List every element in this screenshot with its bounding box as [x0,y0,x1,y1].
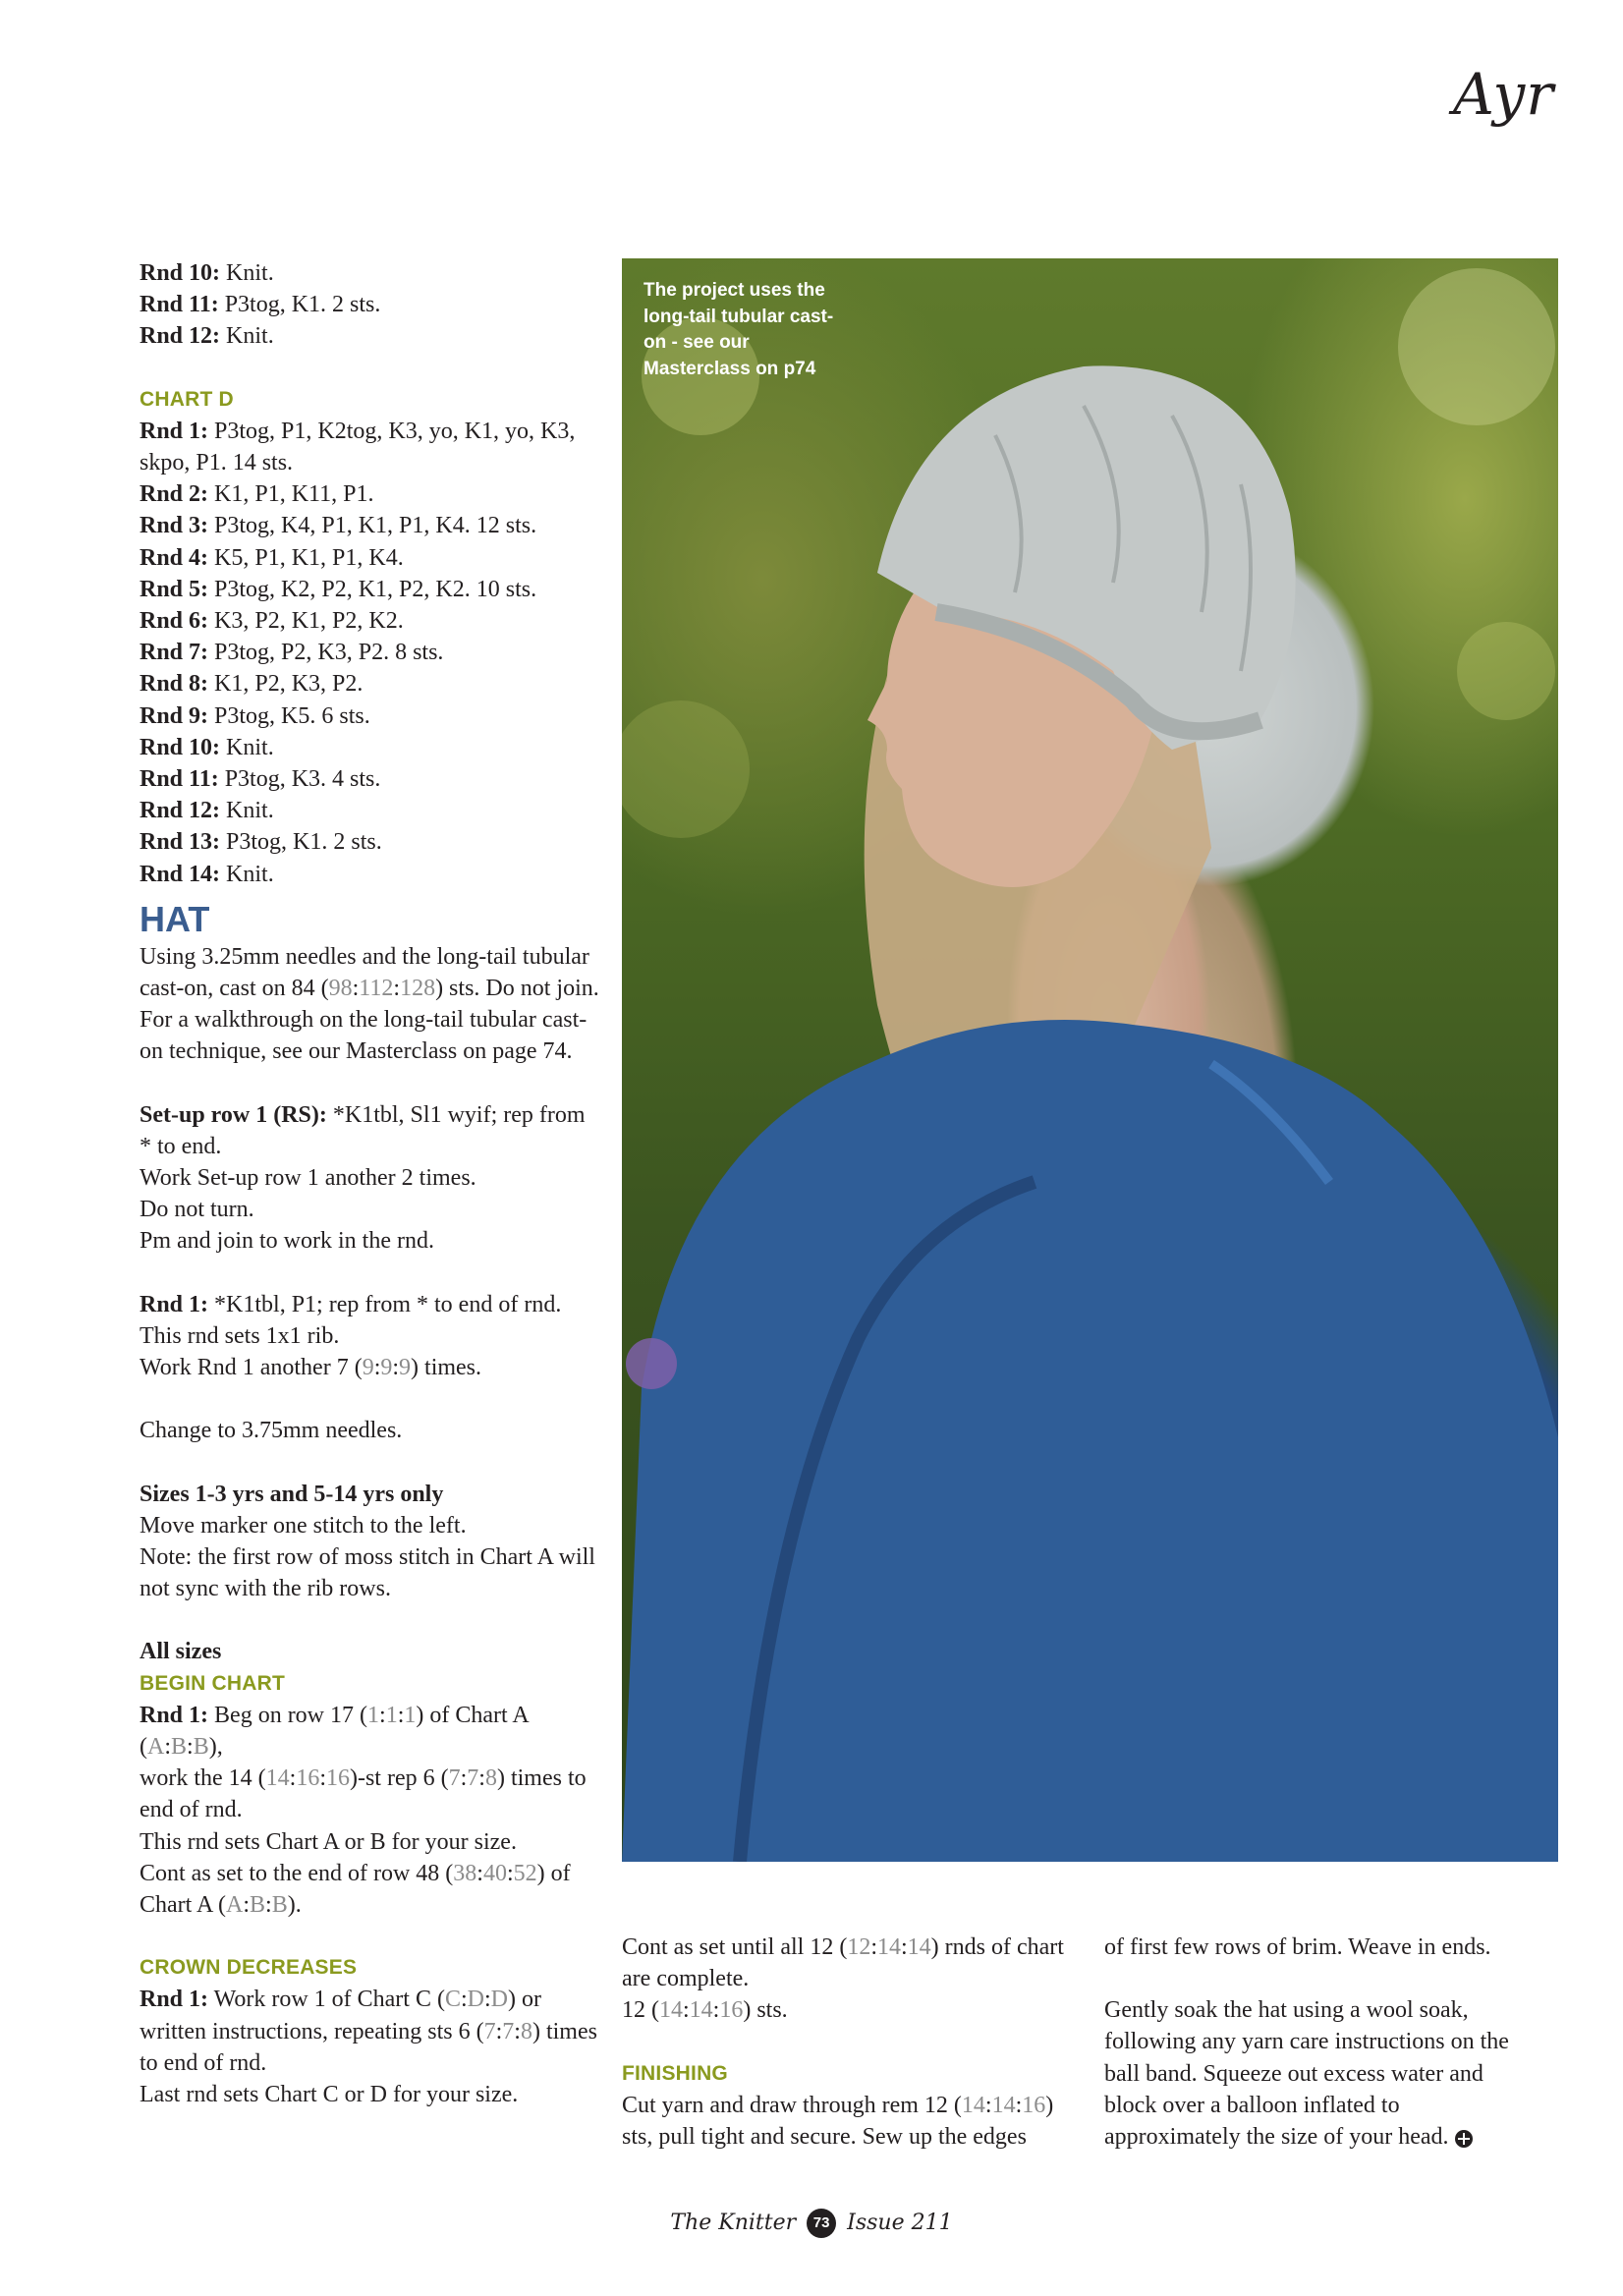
paragraph: Using 3.25mm needles and the long-tail tubular cast-on, cast on 84 (98:112:128) sts. Do not join. [140,943,599,1002]
middle-column [622,1932,1074,2153]
paragraph: Move marker one stitch to the left. [140,1512,467,1539]
crown-decreases-heading: CROWN DECREASES [140,1956,358,1980]
right-column [1104,1932,1527,2153]
pattern-row: Rnd 1: *K1tbl, P1; rep from * to end of rnd. [140,1291,562,1317]
page-footer [0,2209,1623,2238]
pattern-row: Rnd 1: Work row 1 of Chart C (C:D:D) or written instructions, repeating sts 6 (7:7:8) times to end of rnd. [140,1987,597,2076]
pattern-row: Rnd 9: P3tog, K5. 6 sts. [140,702,370,729]
hat-heading: HAT [140,898,210,939]
pattern-row: Rnd 11: P3tog, K1. 2 sts. [140,292,381,318]
pattern-row: Rnd 2: K1, P1, K11, P1. [140,481,374,508]
paragraph: of first few rows of brim. Weave in ends. [1104,1934,1491,1960]
paragraph: This rnd sets Chart A or B for your size. [140,1828,517,1855]
pattern-row: Set-up row 1 (RS): *K1tbl, Sl1 wyif; rep from * to end. [140,1101,586,1159]
page-number: 73 [807,2209,836,2238]
pattern-row: Rnd 1: P3tog, P1, K2tog, K3, yo, K1, yo, K3, skpo, P1. 14 sts. [140,418,576,476]
paragraph: For a walkthrough on the long-tail tubular cast-on technique, see our Masterclass on page 74. [140,1007,588,1065]
pattern-row: Rnd 5: P3tog, K2, P2, K1, P2, K2. 10 sts. [140,576,537,602]
magazine-name: The Knitter [670,2211,797,2235]
photo-caption: The project uses the long-tail tubular cast-on - see our Masterclass on p74 [644,280,834,379]
pattern-row: Rnd 10: Knit. [140,260,274,286]
paragraph: Pm and join to work in the rnd. [140,1228,434,1255]
finishing-heading: FINISHING [622,2061,728,2085]
chart-d-heading: CHART D [140,387,234,411]
pattern-row: Rnd 10: Knit. [140,734,274,760]
all-sizes-heading: All sizes [140,1639,222,1665]
photo-illustration [622,258,1558,1862]
left-column [140,257,601,2110]
begin-chart-heading: BEGIN CHART [140,1671,286,1695]
running-title: Ayr [1452,61,1554,128]
issue-number: Issue 211 [847,2211,953,2235]
paragraph: Gently soak the hat using a wool soak, following any yarn care instructions on the ball band. Squeeze out excess water and block over a balloon inflated to approximately the size of your head. [1104,1997,1509,2151]
paragraph: Last rnd sets Chart C or D for your size. [140,2081,519,2107]
paragraph: This rnd sets 1x1 rib. [140,1322,340,1349]
pattern-row: Rnd 12: Knit. [140,798,274,824]
paragraph: work the 14 (14:16:16)-st rep 6 (7:7:8) times to end of rnd. [140,1765,587,1823]
pattern-row: Rnd 12: Knit. [140,323,274,350]
pattern-row: Rnd 11: P3tog, K3. 4 sts. [140,766,381,793]
hat-photo [622,258,1558,1862]
pattern-row: Rnd 7: P3tog, P2, K3, P2. 8 sts. [140,640,444,666]
pattern-row: Rnd 14: Knit. [140,861,274,887]
sizes-heading: Sizes 1-3 yrs and 5-14 yrs only [140,1481,444,1507]
paragraph: Cont as set to the end of row 48 (38:40:52) of Chart A (A:B:B). [140,1860,571,1918]
paragraph: 12 (14:14:16) sts. [622,1997,788,2024]
end-mark-icon [1455,2130,1473,2148]
paragraph: Work Rnd 1 another 7 (9:9:9) times. [140,1355,482,1381]
pattern-row: Rnd 1: Beg on row 17 (1:1:1) of Chart A (A:B:B), [140,1702,529,1760]
pattern-row: Rnd 3: P3tog, K4, P1, K1, P1, K4. 12 sts. [140,513,537,539]
paragraph: Do not turn. [140,1197,254,1223]
pattern-row: Rnd 13: P3tog, K1. 2 sts. [140,829,382,856]
paragraph: Work Set-up row 1 another 2 times. [140,1165,476,1192]
pattern-row: Rnd 6: K3, P2, K1, P2, K2. [140,608,404,635]
paragraph: Cut yarn and draw through rem 12 (14:14:16) sts, pull tight and secure. Sew up the edges [622,2092,1054,2151]
paragraph: Note: the first row of moss stitch in Chart A will not sync with the rib rows. [140,1543,595,1602]
paragraph: Cont as set until all 12 (12:14:14) rnds of chart are complete. [622,1934,1064,1992]
pattern-row: Rnd 8: K1, P2, K3, P2. [140,671,364,698]
pattern-row: Rnd 4: K5, P1, K1, P1, K4. [140,544,404,571]
paragraph: Change to 3.75mm needles. [140,1418,403,1444]
